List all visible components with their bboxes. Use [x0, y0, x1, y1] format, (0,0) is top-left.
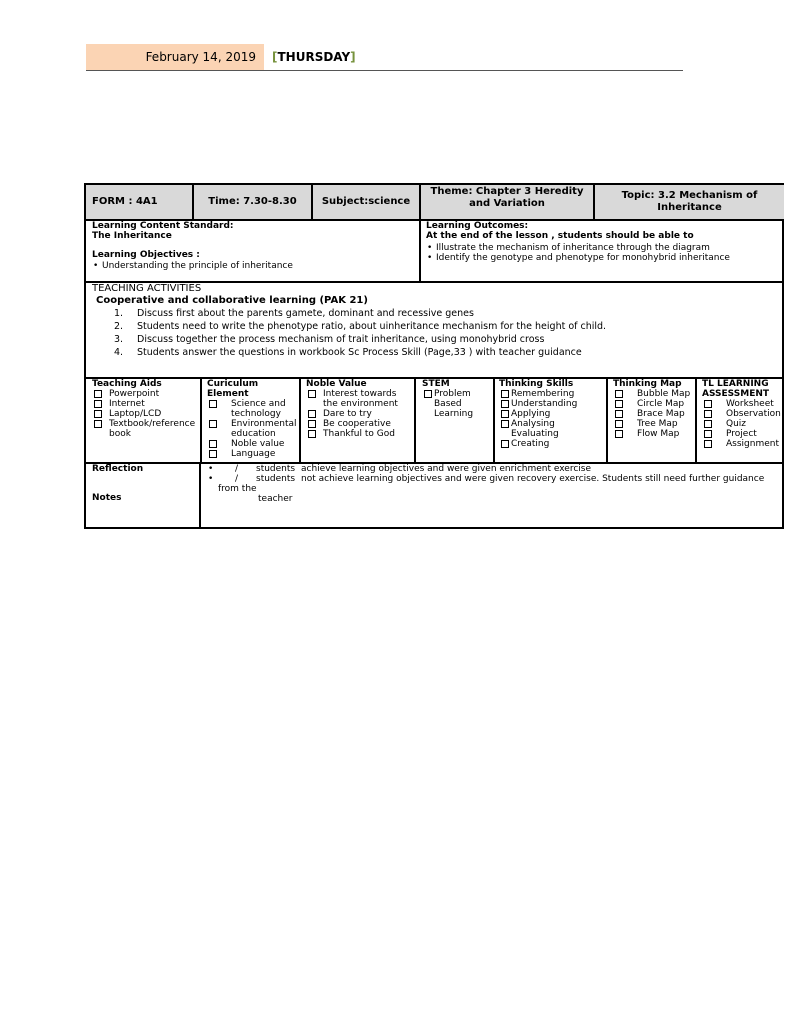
checkbox-item: Flow Map	[613, 429, 695, 439]
thinking-map-cell	[613, 379, 695, 462]
checkbox-item: Assignment	[702, 439, 768, 449]
checkbox-item: Dare to try	[306, 409, 414, 419]
curriculum-cell	[207, 379, 299, 462]
reflection-students: students	[256, 474, 296, 484]
checkbox-item: Internet	[92, 399, 200, 409]
content-standard-label: Learning Content Standard:	[92, 221, 234, 231]
reflection-label-cell	[92, 464, 198, 527]
col-divider	[493, 379, 495, 462]
col-divider	[199, 464, 201, 527]
reflection-slash: /	[235, 464, 239, 474]
outcomes-sub: At the end of the lesson , students should be able to	[426, 231, 694, 241]
col-divider	[419, 221, 421, 281]
form-cell	[86, 185, 192, 219]
header-divider	[86, 70, 683, 71]
theme-text: Theme: Chapter 3 Heredity and Variation	[430, 186, 584, 209]
activity-step	[92, 333, 782, 346]
checkbox-item: Remembering	[499, 389, 606, 399]
time-text: Time: 7.30-8.30	[208, 196, 297, 207]
checkbox-item: Understanding	[499, 399, 606, 409]
reflection-label: Reflection	[92, 464, 144, 474]
reflection-content-cell	[203, 464, 768, 527]
checkbox-item: Environmental education	[207, 419, 299, 439]
checkbox-item: Be cooperative	[306, 419, 414, 429]
outcomes-label: Learning Outcomes:	[426, 221, 529, 231]
bullet: •	[208, 464, 214, 474]
outcomes-list	[426, 243, 784, 263]
step-text: Students need to write the phenotype ratio, about uinheritance mechanism for the height of child.	[137, 321, 607, 332]
topic-text: Topic: 3.2 Mechanism of Inheritance	[621, 190, 758, 213]
checkbox-item: Bubble Map	[613, 389, 691, 399]
reflection-line-2	[203, 474, 768, 484]
checkbox-item: Applying	[499, 409, 606, 419]
stem-label: STEM	[422, 379, 450, 389]
activities-cell	[92, 283, 782, 377]
col-divider	[606, 379, 608, 462]
teaching-aids-list	[92, 389, 200, 439]
col-divider	[695, 379, 697, 462]
reflection-text: achieve learning objectives and were given enrichment exercise	[301, 464, 592, 474]
outcomes-cell	[426, 221, 784, 281]
reflection-text: not achieve learning objectives and were given recovery exercise. Students still need further guidance	[301, 474, 765, 484]
thinking-map-list	[613, 389, 695, 439]
step-text: Students answer the questions in workbook Sc Process Skill (Page,33 ) with teacher guidance	[137, 347, 582, 358]
thinking-skills-cell	[499, 379, 606, 462]
checkbox-item: Powerpoint	[92, 389, 200, 399]
col-divider	[299, 379, 301, 462]
checkbox-item: Creating	[499, 439, 606, 449]
checkbox-item: Project	[702, 429, 768, 439]
topic-cell	[595, 185, 784, 219]
checkbox-item: Laptop/LCD	[92, 409, 200, 419]
checkbox-item: Brace Map	[613, 409, 695, 419]
activities-steps	[92, 307, 782, 359]
outcome-item: • Identify the genotype and phenotype for monohybrid inheritance	[426, 253, 784, 263]
step-number: 4.	[114, 347, 124, 358]
checkbox-item: Worksheet	[702, 399, 768, 409]
stem-list	[422, 389, 494, 419]
assessment-label: TL LEARNING ASSESSMENT	[702, 379, 770, 399]
checkbox-item: Tree Map	[613, 419, 695, 429]
teaching-aids-cell	[92, 379, 200, 462]
activities-heading: TEACHING ACTIVITIES	[92, 283, 202, 294]
bullet: •	[208, 474, 214, 484]
activities-subheading: Cooperative and collaborative learning (PAK 21)	[96, 295, 368, 306]
assessment-cell	[702, 379, 781, 462]
checkbox-item: Language	[207, 449, 299, 459]
activity-step	[92, 346, 782, 359]
stem-cell	[422, 379, 494, 462]
reflection-line-1	[203, 464, 768, 474]
curriculum-list	[207, 399, 299, 459]
curriculum-label: Curiculum Element	[207, 379, 259, 399]
reflection-slash: /	[235, 474, 239, 484]
teaching-aids-label: Teaching Aids	[92, 379, 162, 389]
content-standard-cell	[92, 221, 416, 281]
checkbox-item: Textbook/reference book	[92, 419, 189, 439]
reflection-line-2-cont: from the	[218, 484, 257, 494]
theme-cell	[421, 185, 593, 219]
noble-value-cell	[306, 379, 414, 462]
checkbox-item: Science and technology	[207, 399, 295, 419]
content-standard-value: The Inheritance	[92, 231, 172, 241]
checkbox-item: Noble value	[207, 439, 299, 449]
col-divider	[200, 379, 202, 462]
noble-value-list	[306, 389, 414, 439]
lesson-day: [THURSDAY]	[272, 50, 356, 64]
subject-text: Subject:science	[321, 196, 411, 207]
activity-step	[92, 307, 782, 320]
checkbox-item: Observation	[702, 409, 768, 419]
thinking-skills-label: Thinking Skills	[499, 379, 574, 389]
thinking-map-label: Thinking Map	[613, 379, 682, 389]
objectives-list	[92, 261, 416, 271]
step-text: Discuss first about the parents gamete, dominant and recessive genes	[137, 308, 474, 319]
activity-step	[92, 320, 782, 333]
subject-cell	[313, 185, 419, 219]
step-number: 2.	[114, 321, 124, 332]
time-cell	[194, 185, 311, 219]
checkbox-item: Analysing Evaluating	[499, 419, 571, 439]
checkbox-item: Circle Map	[613, 399, 695, 409]
thinking-skills-list	[499, 389, 606, 449]
outcome-item: • Illustrate the mechanism of inheritance through the diagram	[426, 243, 784, 253]
objective-item: • Understanding the principle of inheritance	[92, 261, 416, 271]
lesson-date: February 14, 2019	[86, 44, 264, 71]
step-number: 1.	[114, 308, 124, 319]
col-divider	[414, 379, 416, 462]
checkbox-item: Interest towards the environment	[306, 389, 411, 409]
checkbox-item: Quiz	[702, 419, 768, 429]
step-text: Discuss together the process mechanism of trait inheritance, using monohybrid cross	[137, 334, 545, 345]
objectives-label: Learning Objectives :	[92, 250, 200, 260]
assessment-list	[702, 399, 781, 449]
reflection-students: students	[256, 464, 296, 474]
checkbox-item: Problem Based Learning	[422, 389, 482, 419]
form-text: FORM : 4A1	[92, 196, 158, 207]
notes-label: Notes	[92, 493, 122, 503]
lesson-day-text: THURSDAY	[277, 50, 351, 64]
step-number: 3.	[114, 334, 124, 345]
noble-value-label: Noble Value	[306, 379, 367, 389]
checkbox-item: Thankful to God	[306, 429, 414, 439]
reflection-teacher: teacher	[258, 494, 293, 504]
